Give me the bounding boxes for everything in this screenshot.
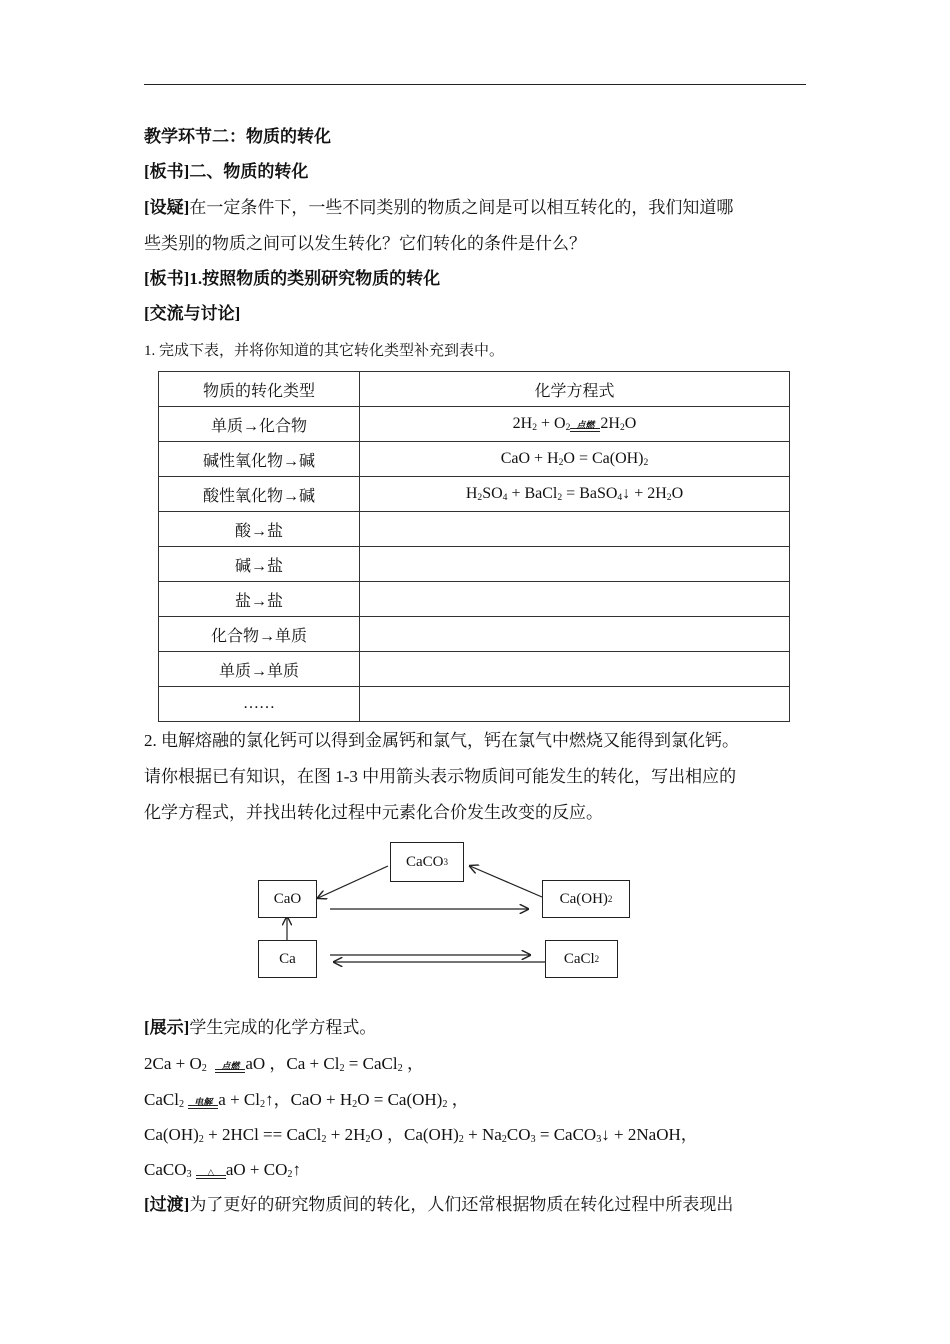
transition-line	[144, 1193, 733, 1217]
equation-line-2: CaCl$_2$ 电解 $a + Cl_2↑$，CaO + $H_2O = Ca(OH)_2$ ，	[144, 1090, 469, 1111]
caoh2-box: Ca(OH) 2	[542, 880, 630, 918]
table-header: 化学方程式	[360, 372, 790, 407]
arrow-caco3-to-cao	[318, 866, 388, 898]
question-line-2: 些类别的物质之间可以发生转化？它们转化的条件是什么？	[144, 234, 586, 253]
equation-line-1: $2Ca + O_2$ 点燃 aO ，$Ca + Cl_2$ = CaCl$_2$ ，	[144, 1054, 424, 1075]
conversion-type-cell: ……	[159, 687, 360, 722]
table-header: 物质的转化类型	[159, 372, 360, 407]
task-1: 1. 完成下表，并将你知道的其它转化类型补充到表中。	[144, 343, 505, 359]
equation-cell: $H_2SO_4$ + BaCl$_2$ = BaSO$_4$↓ + $2H_2O$	[360, 477, 790, 512]
question-text-1: 在一定条件下，一些不同类别的物质之间是可以相互转化的，我们知道哪	[189, 198, 734, 217]
arrow-caoh2-to-caco3	[470, 866, 542, 897]
transition-tag: [过渡]	[144, 1195, 190, 1214]
conversion-type-cell: 酸→盐	[159, 512, 360, 547]
board-tag: [板书]	[144, 162, 190, 181]
caco3-box: CaCO 3	[390, 842, 464, 882]
show-tag: [展示]	[144, 1018, 190, 1037]
task-2-line-2: 请你根据已有知识，在图 1-3 中用箭头表示物质间可能发生的转化，写出相应的	[144, 767, 737, 786]
task-2-line-1: 2. 电解熔融的氯化钙可以得到金属钙和氯气，钙在氯气中燃烧又能得到氯化钙。	[144, 731, 739, 750]
section-title: 教学环节二：物质的转化	[144, 127, 331, 146]
board-tag: [板书]	[144, 269, 190, 288]
show-text: 学生完成的化学方程式。	[189, 1018, 377, 1037]
ca-box: Ca	[258, 940, 317, 978]
task-2-line-3: 化学方程式，并找出转化过程中元素化合价发生改变的反应。	[144, 803, 603, 822]
cao-box: CaO	[258, 880, 317, 918]
equation-line-3: $Ca(OH)_2 + 2HCl$ == CaCl$_2$ + $2H_2O$ ，$Ca(OH)_2 + Na_2CO_3$ = CaCO$_3$↓ + 2NaOH，	[144, 1125, 698, 1146]
conversion-type-cell: 酸性氧化物→碱	[159, 477, 360, 512]
conversion-type-cell: 碱→盐	[159, 547, 360, 582]
show-line	[144, 1016, 376, 1040]
board-text: 1.按照物质的类别研究物质的转化	[189, 269, 441, 288]
discussion-tag: [交流与讨论]	[144, 304, 241, 323]
conversion-type-cell: 单质→单质	[159, 652, 360, 687]
equation-cell: $2H_2 + O_2$ 点燃 $2H_2O$	[360, 407, 790, 442]
equation-line-4: CaCO$_3$ △ aO + $CO_2↑$	[144, 1160, 301, 1181]
equation-cell: CaO + $H_2O = Ca(OH)_2$	[360, 442, 790, 477]
conversion-type-cell: 碱性氧化物→碱	[159, 442, 360, 477]
transition-text: 为了更好的研究物质间的转化，人们还常根据物质在转化过程中所表现出	[189, 1195, 734, 1214]
cacl2-box: CaCl 2	[545, 940, 618, 978]
question-tag: [设疑]	[144, 198, 190, 217]
board-text: 二、物质的转化	[189, 162, 309, 181]
conversion-type-cell: 化合物→单质	[159, 617, 360, 652]
conversion-type-cell: 单质→化合物	[159, 407, 360, 442]
conversion-type-cell: 盐→盐	[159, 582, 360, 617]
